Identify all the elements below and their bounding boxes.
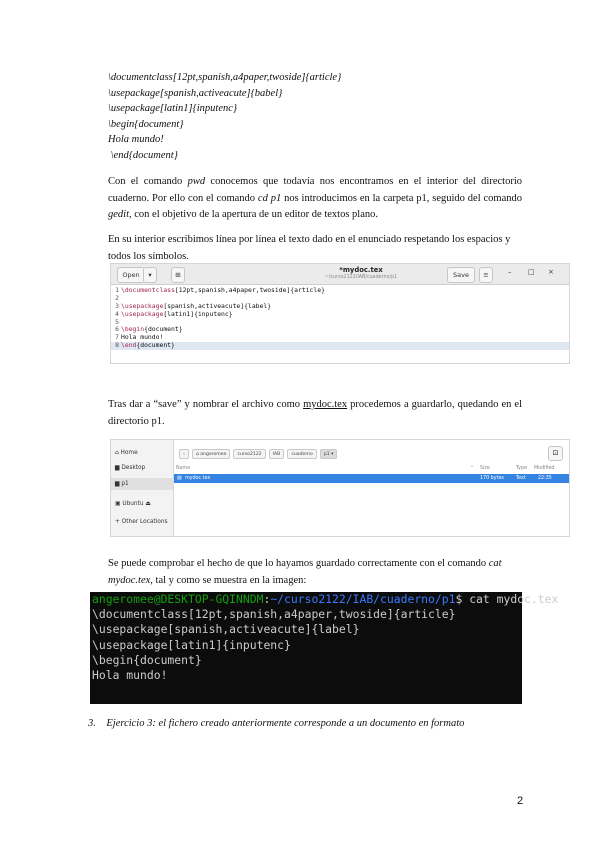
command-cd: cd p1 (257, 192, 282, 204)
column-name[interactable]: Name (176, 466, 191, 471)
document-path: ~/curso2122/IAB/cuaderno/p1 (324, 275, 398, 280)
file-modified: 22:35 (538, 476, 552, 481)
line-text: {document} (136, 341, 175, 350)
terminal-prompt: angeromee@DESKTOP-GQINNDM:~/curso2122/IAB/cuaderno/p1$ cat mydoc.tex (92, 592, 559, 606)
close-icon[interactable]: × (548, 268, 554, 276)
minimize-icon[interactable]: – (508, 268, 512, 276)
gedit-window (110, 263, 570, 364)
sidebar-item-ubuntu[interactable] (115, 501, 151, 507)
breadcrumb-item[interactable]: ⌂ angeromee (192, 449, 231, 459)
latex-code-block (108, 70, 341, 164)
line-number: 4 (115, 309, 119, 318)
line-text: [latin1]{inputenc} (163, 309, 233, 318)
line-number: 6 (115, 325, 119, 334)
page-number: 2 (517, 795, 524, 807)
code-line: \usepackage[latin1]{inputenc} (108, 103, 238, 115)
breadcrumb-item[interactable]: curso2122 (233, 449, 265, 459)
terminal-output-line: \usepackage[spanish,activeacute]{label} (92, 622, 360, 637)
sidebar (111, 440, 174, 536)
sidebar-item-home[interactable] (115, 450, 138, 456)
column-type[interactable]: Type (516, 466, 528, 471)
breadcrumb-label: p1 (323, 452, 330, 457)
latex-keyword: \usepackage (121, 301, 164, 310)
line-text: [spanish,activeacute]{label} (163, 301, 272, 310)
terminal-output-line: \documentclass[12pt,spanish,a4paper,twoside]{article} (92, 607, 456, 622)
paragraph-pwd (108, 174, 522, 224)
breadcrumb-label: angeromee (200, 452, 227, 457)
command-pwd: pwd (187, 176, 206, 187)
prompt-command: $ cat mydoc.tex (455, 592, 559, 606)
line-number: 3 (115, 301, 119, 310)
line-number: 8 (115, 341, 119, 350)
open-menu-chevron-icon[interactable]: ▾ (143, 267, 157, 283)
code-line: Hola mundo! (108, 134, 164, 146)
view-toggle-icon[interactable]: ⊡ (548, 446, 563, 461)
new-tab-icon[interactable]: ⊞ (171, 267, 185, 283)
sort-arrow-icon: ⌃ (470, 466, 475, 471)
latex-keyword: \documentclass (121, 286, 175, 294)
sidebar-label: Desktop (121, 465, 146, 471)
terminal-output-line: \usepackage[latin1]{inputenc} (92, 637, 291, 652)
open-button[interactable]: Open (117, 267, 145, 283)
save-button[interactable]: Save (447, 267, 475, 283)
column-size[interactable]: Size (480, 466, 490, 471)
folder-icon: ▆ (115, 465, 120, 471)
line-number: 7 (115, 333, 119, 342)
file-name: mydoc.tex (185, 476, 211, 481)
editor-line (111, 326, 569, 334)
sidebar-label: Ubuntu (122, 501, 144, 507)
eject-icon[interactable]: ⏏ (145, 501, 151, 507)
text: Con el comando (108, 176, 188, 187)
text: nos introducimos en la carpeta p1, seguido del comando (281, 192, 522, 204)
paragraph-save (108, 397, 522, 430)
text: Se puede comprobar el hecho de que lo hayamos guardado correctamente con el comando (108, 558, 489, 569)
terminal-output-line: Hola mundo! (92, 668, 168, 683)
line-number: 2 (115, 293, 119, 302)
file-type: Text (516, 476, 526, 481)
file-size: 170 bytes (480, 476, 504, 481)
file-row[interactable] (174, 474, 569, 483)
line-number: 5 (115, 317, 119, 326)
text: Tras dar a “save” y nombrar el archivo como (108, 399, 304, 410)
file-icon: ▤ (177, 476, 182, 481)
drive-icon: ▣ (115, 501, 121, 507)
exercise-heading: 3. Ejercicio 3: el fichero creado anteriormente corresponde a un documento en formato (88, 718, 465, 729)
column-modified[interactable]: Modified (534, 466, 555, 471)
plus-icon: + (115, 519, 120, 525)
prompt-path: ~/curso2122/IAB/cuaderno/p1 (270, 592, 456, 606)
command-gedit: gedit (108, 209, 129, 220)
breadcrumb-item[interactable]: IAB (269, 449, 285, 459)
breadcrumb-item-current[interactable]: p1 ▾ (320, 449, 338, 459)
gedit-headerbar (111, 264, 569, 285)
sidebar-item-desktop[interactable] (115, 465, 145, 471)
command-cat: cat mydoc.tex (108, 558, 502, 586)
breadcrumb-item[interactable]: cuaderno (287, 449, 317, 459)
code-line: \end{document} (108, 149, 178, 161)
text: , tal y como se muestra en la imagen: (150, 574, 307, 586)
code-line: \usepackage[spanish,activeacute]{babel} (108, 87, 283, 99)
editor-line (111, 287, 569, 295)
latex-keyword: \end (121, 341, 137, 350)
home-icon: ⌂ (115, 450, 119, 456)
paragraph-escribimos: En su interior escribimos línea por línea el texto dado en el enunciado respetando los espacios y todos los símbolos. (108, 234, 511, 262)
back-arrow-icon[interactable]: ‹ (179, 449, 189, 459)
document-title: *mydoc.tex (339, 266, 383, 274)
terminal-output-line: \begin{document} (92, 652, 202, 667)
code-line: \documentclass[12pt,spanish,a4paper,twoside]{article} (108, 72, 342, 83)
terminal-window (90, 592, 559, 704)
line-text: {document} (144, 325, 183, 334)
sidebar-item-other-locations[interactable] (115, 519, 168, 525)
editor-line (111, 334, 569, 342)
maximize-icon[interactable]: □ (528, 268, 535, 276)
latex-keyword: \begin (121, 325, 145, 334)
folder-icon: ▆ (115, 481, 120, 487)
editor-line-current (111, 342, 569, 350)
hamburger-menu-icon[interactable]: ≡ (479, 267, 493, 283)
gedit-text-area[interactable] (111, 285, 569, 350)
prompt-user: angeromee@DESKTOP-GQINNDM (92, 592, 264, 606)
breadcrumb (179, 449, 337, 459)
column-header (174, 464, 569, 473)
text: conocemos que todavía nos encontramos en el interior del directorio cuaderno. Por ello con el comando (108, 176, 522, 204)
sidebar-label: Other Locations (121, 519, 168, 525)
sidebar-label: Home (120, 450, 138, 456)
filename: mydoc.tex (303, 399, 348, 410)
sidebar-label: p1 (121, 481, 129, 487)
editor-line (111, 311, 569, 319)
line-text: Hola mundo! (121, 333, 164, 342)
file-manager-window (110, 439, 570, 537)
text: , con el objetivo de la apertura de un editor de textos plano. (129, 209, 379, 220)
latex-keyword: \usepackage (121, 309, 164, 318)
sidebar-item-p1[interactable] (111, 478, 173, 490)
line-text: [12pt,spanish,a4paper,twoside]{article} (174, 286, 325, 294)
line-number: 1 (115, 286, 119, 294)
text: procedemos a guardarlo, quedando en el directorio p1. (108, 399, 522, 427)
code-line: \begin{document} (108, 118, 184, 130)
paragraph-cat (108, 556, 522, 589)
